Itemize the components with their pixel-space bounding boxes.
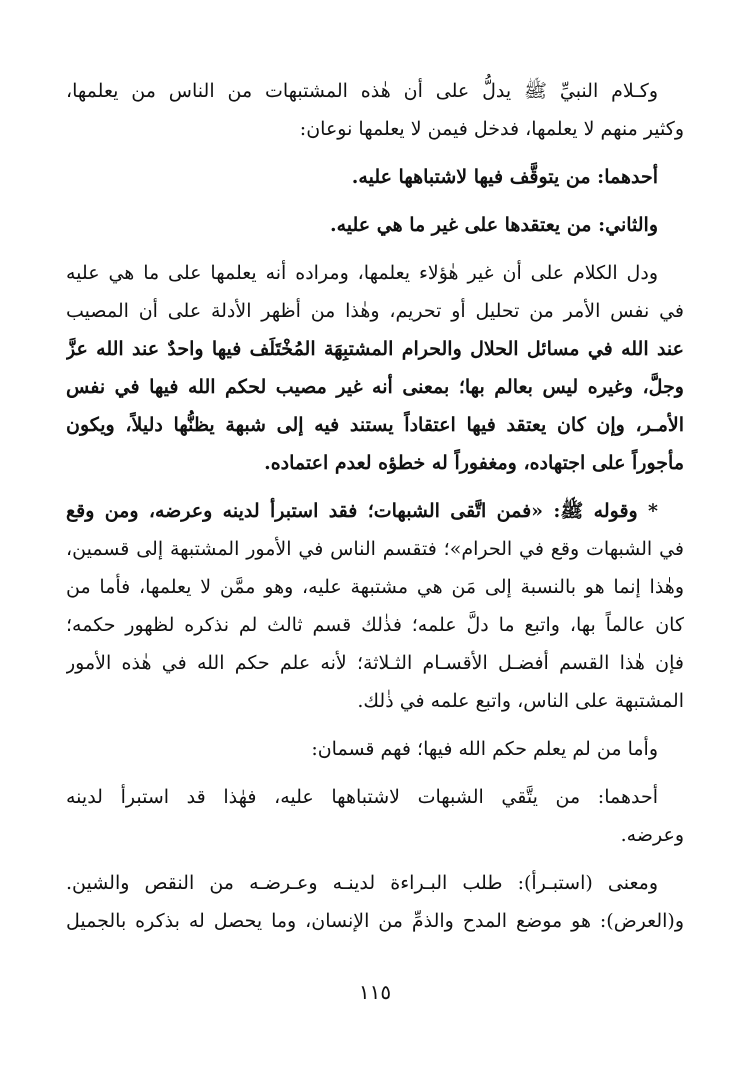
page-body	[66, 72, 684, 940]
text-line: وأما من لم يعلم حكم الله فيها؛ فهم قسمان:	[311, 738, 658, 760]
text-line: وهٰذا إنما هو بالنسبة إلى مَن هي مشتبهة عليه، وهو ممَّن لا يعلمها، فأما من	[66, 576, 684, 598]
text-line: الأمـر، وإن كان يعتقد فيها اعتقاداً يستند فيه إلى شبهة يظنُّها دليلاً، ويكون	[66, 414, 684, 436]
paragraph	[66, 206, 684, 244]
text-line: * وقوله ﷺ: «فمن اتَّقى الشبهات؛ فقد استبرأ لدينه وعرضه، ومن وقع	[66, 500, 658, 522]
page-number: ١١٥	[358, 980, 392, 1004]
text-line: ودل الكلام على أن غير هٰؤلاء يعلمها، ومراده أنه يعلمها على ما هي عليه	[66, 262, 658, 284]
text-line: والثاني: من يعتقدها على غير ما هي عليه.	[329, 214, 658, 236]
text-line: كان عالماً بها، واتبع ما دلَّ علمه؛ فذٰلك قسم ثالث لم نذكره لظهور حكمه؛	[66, 614, 684, 636]
text-line: أحدهما: من يتوقَّف فيها لاشتباهها عليه.	[351, 166, 658, 188]
text-line: و(العرض): هو موضع المدح والذمِّ من الإنسان، وما يحصل له بذكره بالجميل	[66, 910, 684, 932]
paragraph	[66, 864, 684, 940]
paragraph	[66, 778, 684, 854]
text-line: وجلَّ، وغيره ليس بعالم بها؛ بمعنى أنه غير مصيب لحكم الله فيها في نفس	[66, 376, 684, 398]
text-line: مأجوراً على اجتهاده، ومغفوراً له خطؤه لعدم اعتماده.	[264, 452, 684, 474]
text-line: ومعنى (استبـرأ): طلب البـراءة لدينـه وعـرضـه من النقص والشين.	[66, 872, 658, 894]
text-line: وكثير منهم لا يعلمها، فدخل فيمن لا يعلمها نوعان:	[299, 118, 684, 140]
paragraph	[66, 72, 684, 148]
paragraph	[66, 254, 684, 482]
text-line: في الشبهات وقع في الحرام»؛ فتقسم الناس في الأمور المشتبهة إلى قسمين،	[66, 538, 684, 560]
text-line: المشتبهة على الناس، واتبع علمه في ذٰلك.	[357, 690, 684, 712]
text-line: عند الله في مسائل الحلال والحرام المشتبِهَة المُخْتَلَف فيها واحدٌ عند الله عزَّ	[66, 338, 684, 360]
text-line: في نفس الأمر من تحليل أو تحريم، وهٰذا من أظهر الأدلة على أن المصيب	[66, 300, 684, 322]
text-line: وعرضه.	[620, 824, 684, 846]
text-line: أحدهما: من يتَّقي الشبهات لاشتباهها عليه، فهٰذا قد استبرأ لدينه	[66, 786, 658, 808]
paragraph	[66, 492, 684, 720]
paragraph	[66, 730, 684, 768]
text-line: فإن هٰذا القسم أفضـل الأقسـام الثـلاثة؛ لأنه علم حكم الله في هٰذه الأمور	[66, 652, 684, 674]
text-line: وكـلام النبيِّ ﷺ يدلُّ على أن هٰذه المشتبهات من الناس من يعلمها،	[66, 80, 658, 102]
paragraph	[66, 158, 684, 196]
